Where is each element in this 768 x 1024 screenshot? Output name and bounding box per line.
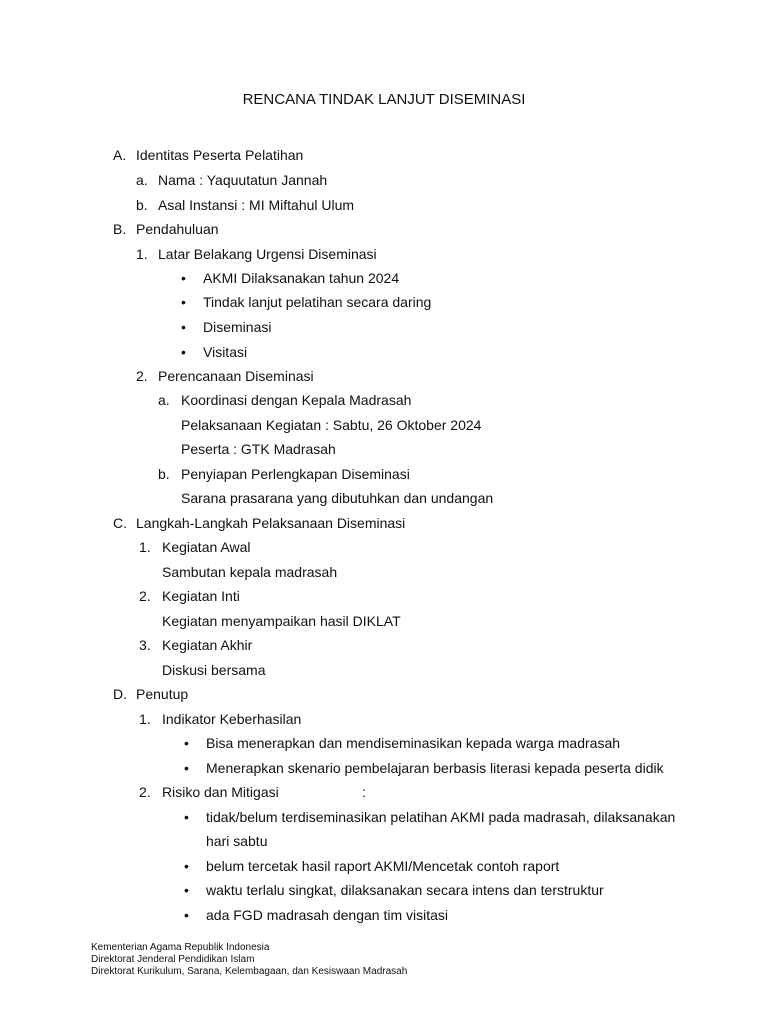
section-a-marker: A.: [113, 147, 127, 163]
section-a-item-name: Nama : Yaquutatun Jannah: [158, 172, 328, 188]
bullet-icon: •: [181, 319, 186, 335]
list-item: Bisa menerapkan dan mendiseminasikan kepada warga madrasah: [206, 735, 621, 751]
bullet-icon: •: [184, 858, 189, 874]
step-detail: Sambutan kepala madrasah: [162, 564, 338, 580]
section-d-item2-marker: 2.: [139, 784, 151, 800]
bullet-icon: •: [184, 735, 189, 751]
section-d-heading: Penutup: [136, 686, 189, 702]
step-marker: 2.: [139, 588, 151, 604]
list-item-continuation: hari sabtu: [206, 833, 268, 849]
list-item: AKMI Dilaksanakan tahun 2024: [203, 270, 400, 286]
footer-line: Direktorat Kurikulum, Sarana, Kelembagaan, dan Kesiswaan Madrasah: [91, 966, 408, 977]
list-item: Diseminasi: [203, 319, 272, 335]
subitem-marker: b.: [158, 466, 170, 482]
bullet-icon: •: [181, 294, 186, 310]
step-marker: 3.: [139, 637, 151, 653]
section-b-item1-heading: Latar Belakang Urgensi Diseminasi: [158, 246, 377, 262]
step-detail: Diskusi bersama: [162, 662, 266, 678]
section-b-item1-marker: 1.: [136, 246, 148, 262]
section-a-item-instansi: Asal Instansi : MI Miftahul Ulum: [158, 197, 355, 213]
section-d-item1-marker: 1.: [139, 711, 151, 727]
bullet-icon: •: [184, 760, 189, 776]
section-d-item1-heading: Indikator Keberhasilan: [162, 711, 302, 727]
footer-line: Direktorat Jenderal Pendidikan Islam: [91, 954, 255, 965]
list-item: Menerapkan skenario pembelajaran berbasis literasi kepada peserta didik: [206, 760, 664, 776]
list-item: Tindak lanjut pelatihan secara daring: [203, 294, 432, 310]
subitem-heading: Penyiapan Perlengkapan Diseminasi: [181, 466, 410, 482]
list-item: ada FGD madrasah dengan tim visitasi: [206, 907, 448, 923]
step-marker: 1.: [139, 539, 151, 555]
section-d-item2-colon: :: [362, 784, 366, 800]
bullet-icon: •: [181, 344, 186, 360]
step-heading: Kegiatan Inti: [162, 588, 240, 604]
section-d-marker: D.: [113, 686, 127, 702]
list-item: belum tercetak hasil raport AKMI/Mencetak contoh raport: [206, 858, 560, 874]
subitem-detail: Peserta : GTK Madrasah: [181, 441, 336, 457]
section-b-item2-heading: Perencanaan Diseminasi: [158, 368, 314, 384]
section-c-heading: Langkah-Langkah Pelaksanaan Diseminasi: [136, 515, 406, 531]
step-detail: Kegiatan menyampaikan hasil DIKLAT: [162, 613, 401, 629]
step-heading: Kegiatan Akhir: [162, 637, 253, 653]
step-heading: Kegiatan Awal: [162, 539, 251, 555]
subitem-detail: Pelaksanaan Kegiatan : Sabtu, 26 Oktober 2024: [181, 417, 482, 433]
bullet-icon: •: [184, 907, 189, 923]
page-title: RENCANA TINDAK LANJUT DISEMINASI: [242, 91, 526, 108]
bullet-icon: •: [184, 809, 189, 825]
list-item: Visitasi: [203, 344, 248, 360]
subitem-marker: a.: [158, 392, 170, 408]
section-a-item-marker: a.: [136, 172, 148, 188]
subitem-detail: Sarana prasarana yang dibutuhkan dan undangan: [181, 490, 494, 506]
section-a-heading: Identitas Peserta Pelatihan: [136, 147, 304, 163]
section-b-item2-marker: 2.: [136, 368, 148, 384]
bullet-icon: •: [184, 882, 189, 898]
subitem-heading: Koordinasi dengan Kepala Madrasah: [181, 392, 412, 408]
list-item: waktu terlalu singkat, dilaksanakan secara intens dan terstruktur: [206, 882, 604, 898]
footer-line: Kementerian Agama Republik Indonesia: [91, 942, 270, 953]
page-footer: [91, 942, 407, 978]
section-c-marker: C.: [113, 515, 127, 531]
section-d-item2-heading: Risiko dan Mitigasi: [162, 784, 279, 800]
bullet-icon: •: [181, 270, 186, 286]
list-item: tidak/belum terdiseminasikan pelatihan AKMI pada madrasah, dilaksanakan: [206, 809, 676, 825]
section-b-heading: Pendahuluan: [136, 221, 219, 237]
section-b-marker: B.: [113, 221, 127, 237]
section-a-item-marker: b.: [136, 197, 148, 213]
